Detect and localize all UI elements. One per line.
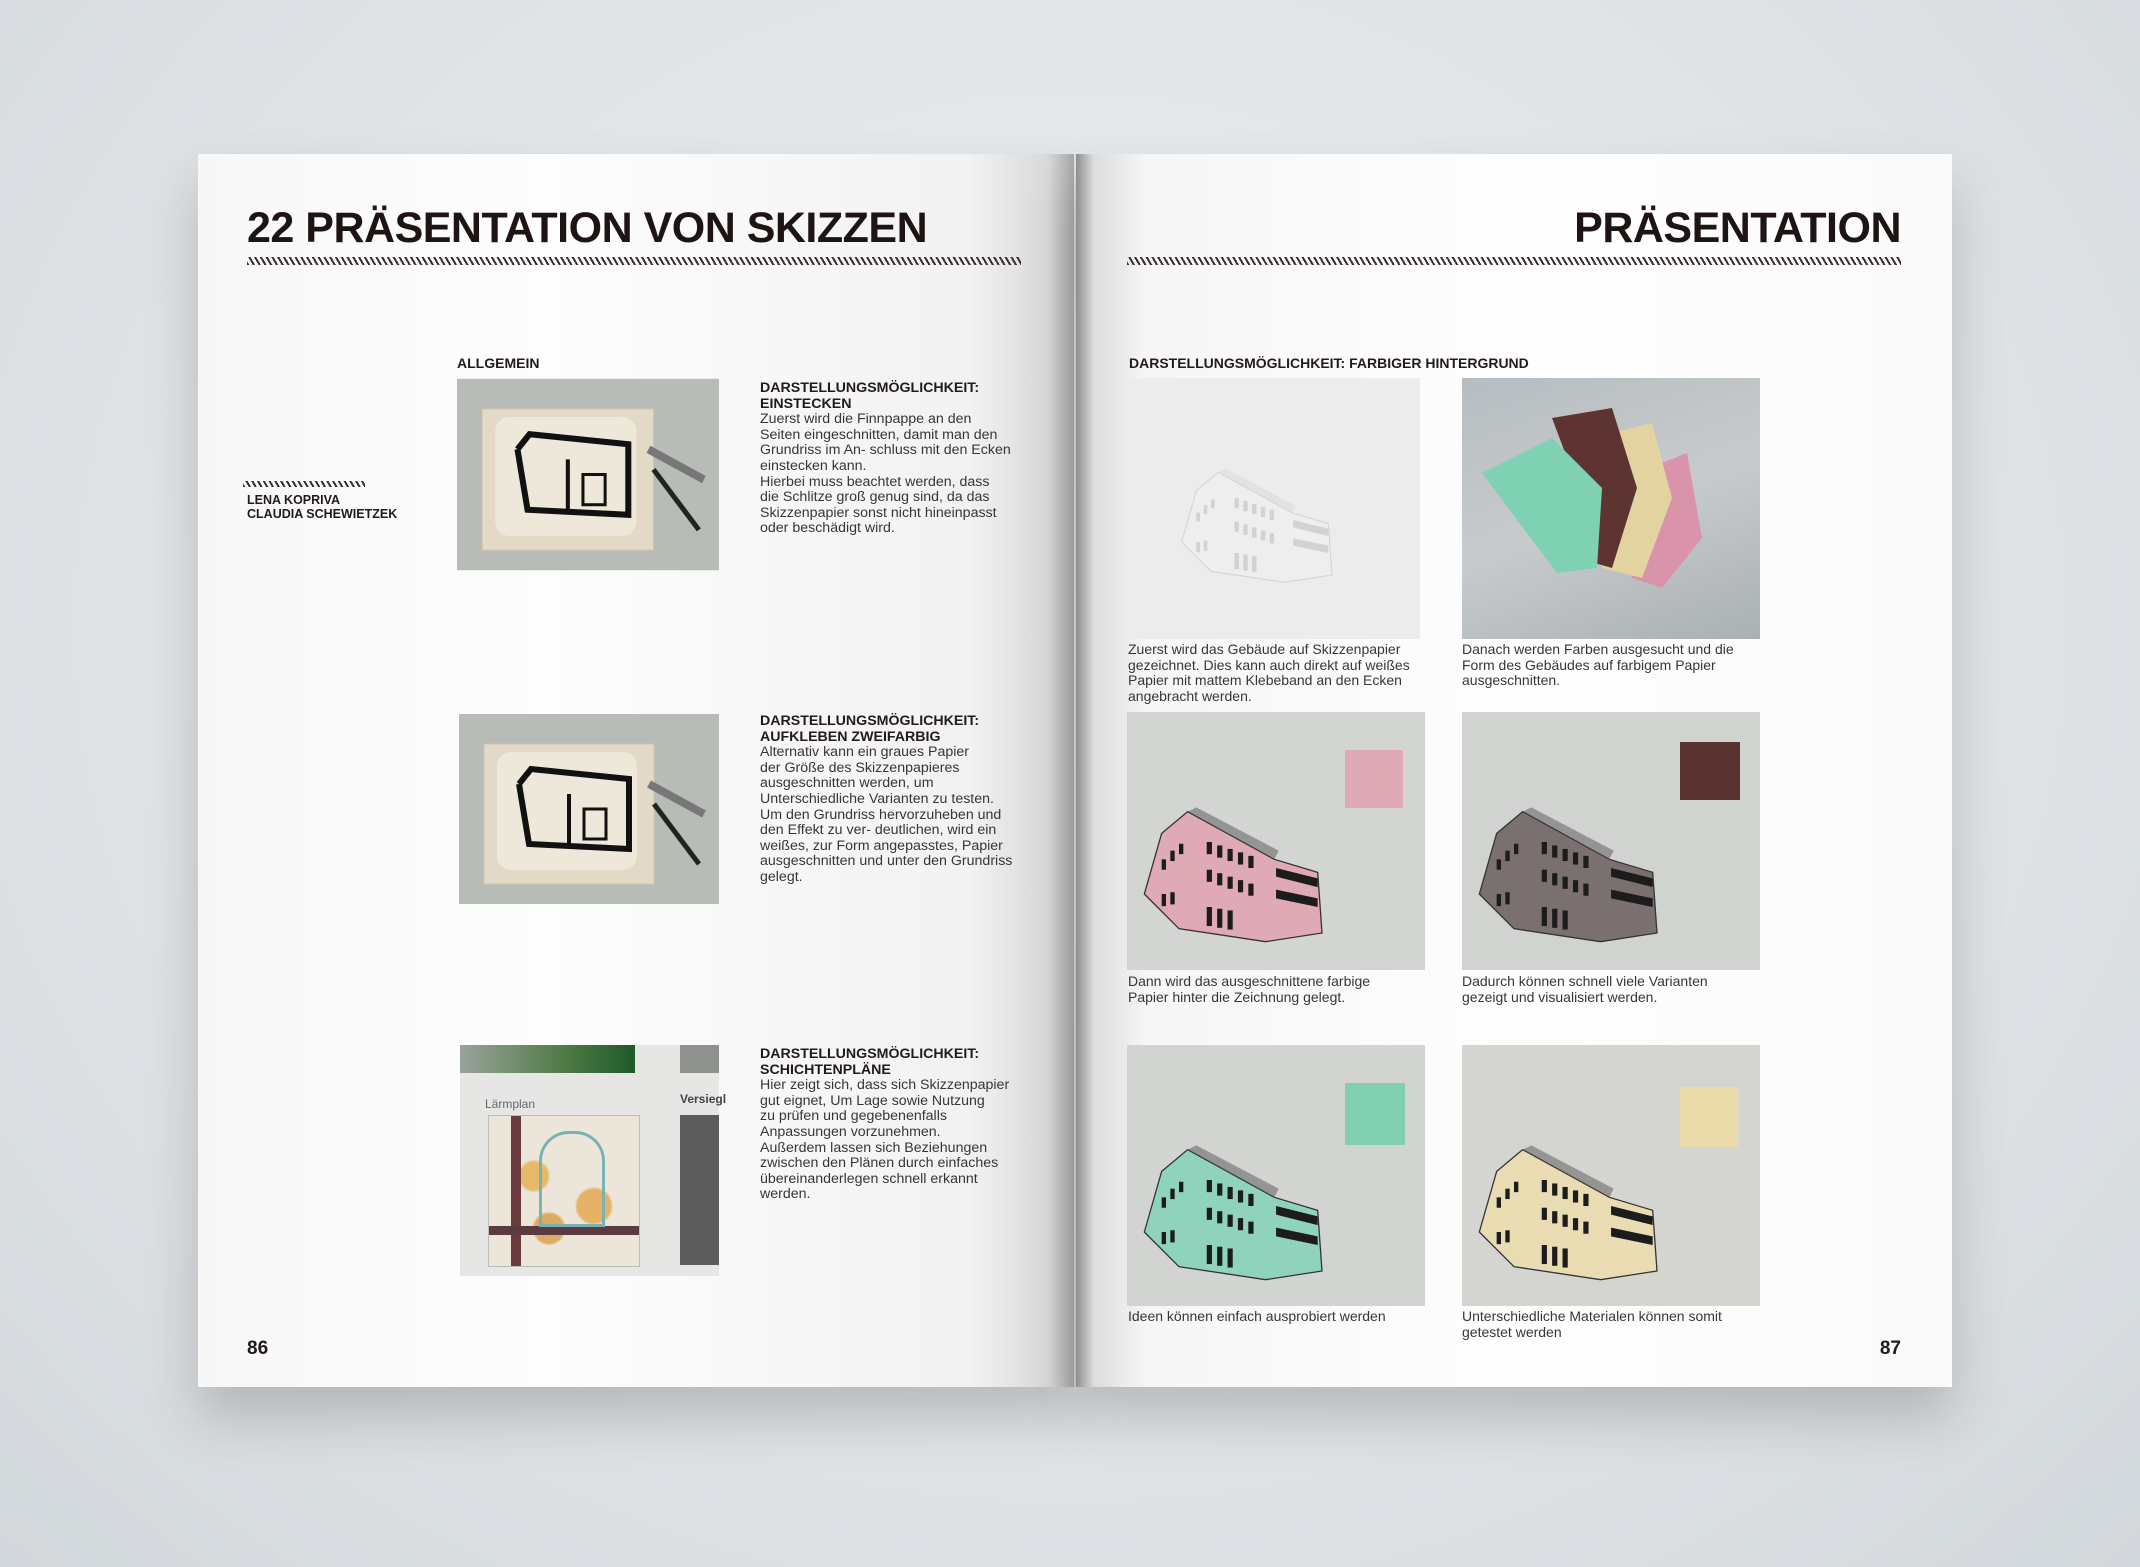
entry-heading: DARSTELLUNGSMÖGLICHKEIT: SCHICHTENPLÄNE bbox=[760, 1046, 980, 1078]
caption: Danach werden Farben ausgesucht und die Form des Gebäudes auf farbigem Papier ausgeschnitten. bbox=[1462, 641, 1734, 689]
caption: Dann wird das ausgeschnittene farbige Papier hinter die Zeichnung gelegt. bbox=[1128, 973, 1371, 1005]
photo-aufkleben bbox=[459, 712, 719, 906]
title-hatch-rule bbox=[1127, 257, 1901, 265]
caption: Dadurch können schnell viele Varianten gezeigt und visualisiert werden. bbox=[1462, 973, 1708, 1005]
photo-einstecken bbox=[457, 378, 719, 571]
section-label-farbiger-hintergrund: DARSTELLUNGSMÖGLICHKEIT: FARBIGER HINTERGRUND bbox=[1129, 355, 1529, 371]
caption: Zuerst wird das Gebäude auf Skizzenpapier gezeichnet. Dies kann auch direkt auf weißes Papier mit mattem Klebeband an den Ecken angebracht werden. bbox=[1128, 641, 1410, 704]
page-number-left: 86 bbox=[247, 1338, 269, 1359]
map-label: Lärmplan bbox=[485, 1097, 536, 1111]
entry-body: Zuerst wird die Finnpappe an den Seiten eingeschnitten, damit man den Grundriss im An- schluss mit den Ecken einstecken kann. Hierbei muss beachtet werden, dass die Schlitze groß genug sind, da das Skizzenpapier sonst nicht hineinpasst oder beschädigt wird. bbox=[760, 411, 1011, 537]
author-hatch-rule bbox=[243, 481, 365, 487]
pink-note bbox=[1345, 750, 1403, 808]
photo-schichtenplaene bbox=[460, 1045, 727, 1276]
entry-aufkleben bbox=[760, 714, 1035, 886]
right-page-title: PRÄSENTATION bbox=[1574, 204, 1901, 252]
title-hatch-rule bbox=[247, 257, 1021, 265]
authors bbox=[247, 493, 397, 521]
author-name: LENA KOPRIVA bbox=[247, 493, 341, 507]
photo-pink-building bbox=[1127, 712, 1425, 970]
section-label-allgemein: ALLGEMEIN bbox=[457, 355, 540, 371]
photo-sketch-on-paper bbox=[1127, 378, 1420, 639]
entry-body: Alternativ kann ein graues Papier der Größe des Skizzenpapieres ausgeschnitten werden, um Unterschiedliche Varianten zu testen. Um den Grundriss hervorzuheben und den Effekt zu ver- deutlichen, wird ein weißes, zur Form angepasstes, Papier ausgeschnitten und unter den Grundriss gelegt. bbox=[760, 744, 1013, 885]
map-label: Versiegl bbox=[680, 1092, 727, 1106]
page-number-right: 87 bbox=[1879, 1338, 1901, 1359]
photo-cream-building bbox=[1462, 1045, 1760, 1306]
caption: Ideen können einfach ausprobiert werden bbox=[1128, 1308, 1386, 1324]
chapter-title: 22 PRÄSENTATION VON SKIZZEN bbox=[247, 204, 928, 252]
caption: Unterschiedliche Materialen können somit getestet werden bbox=[1462, 1308, 1722, 1340]
entry-schichtenplaene bbox=[760, 1047, 1035, 1203]
author-name: CLAUDIA SCHEWIETZEK bbox=[247, 507, 398, 521]
brown-note bbox=[1680, 742, 1740, 800]
entry-heading: DARSTELLUNGSMÖGLICHKEIT: EINSTECKEN bbox=[760, 380, 980, 412]
photo-colored-paper-cutouts bbox=[1462, 378, 1760, 639]
mint-note bbox=[1345, 1083, 1405, 1145]
entry-einstecken bbox=[760, 381, 1030, 537]
entry-body: Hier zeigt sich, dass sich Skizzenpapier gut eignet, Um Lage sowie Nutzung zu prüfen und gegebenenfalls Anpassungen vorzunehmen. Außerdem lassen sich Beziehungen zwischen den Plänen durch einfaches übereinanderlegen schnell erkannt werden. bbox=[760, 1077, 1010, 1203]
photo-brown-building bbox=[1462, 712, 1760, 970]
cream-note bbox=[1680, 1087, 1738, 1147]
photo-mint-building bbox=[1127, 1045, 1425, 1306]
entry-heading: DARSTELLUNGSMÖGLICHKEIT: AUFKLEBEN ZWEIFARBIG bbox=[760, 713, 980, 745]
